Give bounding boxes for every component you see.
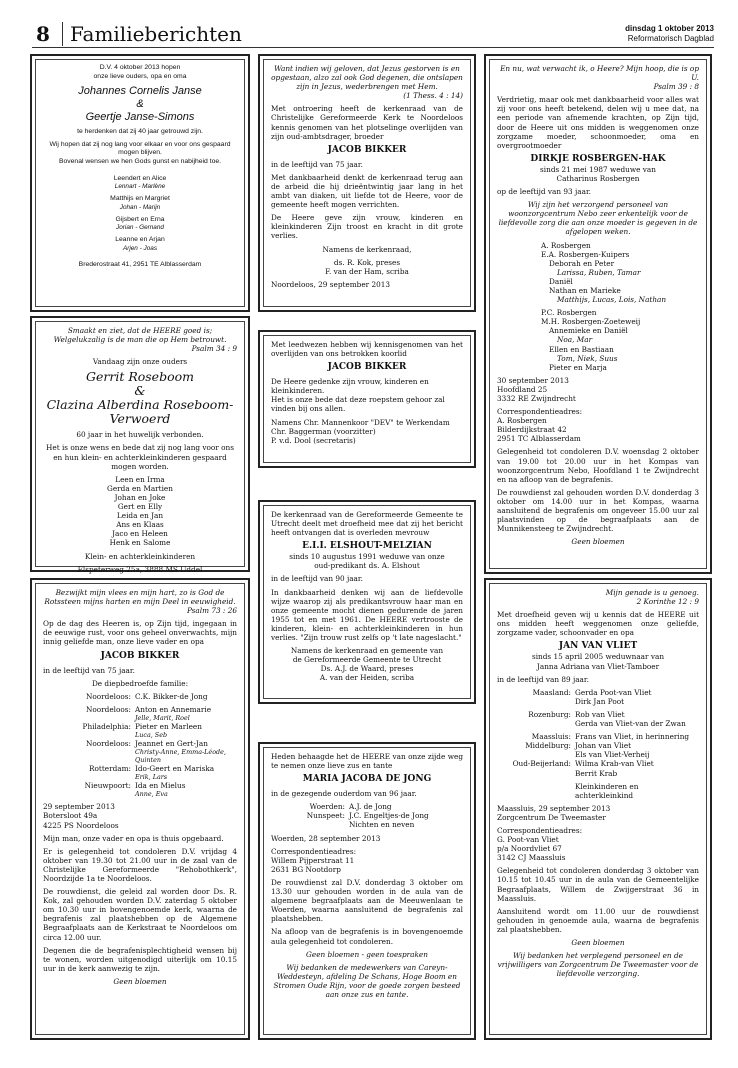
family-place (497, 782, 575, 800)
couple-husband: Johannes Cornelis Janse (78, 85, 202, 98)
family-member: Nathan en Marieke (549, 285, 621, 295)
intro-text: De kerkenraad van de Gereformeerde Gemeente te Utrecht deelt met droefheid mee dat zij het bericht heeft ontvangen dat is overleden mevrouw (271, 510, 463, 538)
condolence-text: Gelegenheid tot condoleren D.V. woensdag 2 oktober van 19.00 tot 20.00 uur in het Kompas van woonzorgcentrum Nebo, Hoofdland 1 te Zwijndrecht en na afloop van de begrafenis. (497, 447, 699, 484)
family-row (497, 741, 699, 759)
family-list (497, 241, 699, 372)
verse-reference: Psalm 73 : 26 (186, 606, 237, 616)
intro-line: Vandaag zijn onze ouders (92, 357, 188, 367)
bible-verse: Want indien wij geloven, dat Jezus gestorven is en opgestaan, alzo zal ook God degenen, die ontslapen zijn in Jezus, wederbrengen met Hem. (271, 64, 463, 92)
correspondence-line: 2951 TC Alblasserdam (497, 434, 581, 444)
family-place: Rozenburg: (528, 709, 571, 719)
deceased-name: DIRKJE ROSBERGEN-HAK (530, 153, 666, 164)
family-place (271, 820, 349, 829)
family-row (43, 692, 237, 701)
deceased-name: JACOB BIKKER (327, 362, 407, 373)
age-text: op de leeftijd van 93 jaar. (497, 187, 591, 197)
family-member: Jeannet en Gert-Jan (135, 739, 208, 749)
widow-line: sinds 21 mei 1987 weduwe van (540, 164, 656, 174)
child-couple: Leen en Irma (115, 474, 165, 484)
child-couple: Gerda en Martien (107, 483, 173, 493)
family-name: Leendert en Alice (113, 174, 167, 182)
signature-line: A. van der Heiden, scriba (319, 673, 415, 683)
family-kids: Matthijs, Lucas, Lois, Nathan (557, 295, 667, 305)
verse-reference: (1 Thess. 4 : 14) (403, 91, 463, 101)
flowers-note: Geen bloemen (571, 938, 625, 947)
correspondence-line: G. Poot-van Vliet (497, 835, 559, 845)
grandchildren: Kleinkinderen en (575, 781, 639, 791)
family-member: Pieter en Marleen (135, 721, 202, 731)
notice-text: In dankbaarheid denken wij aan de liefdevolle wijze waarop zij als predikantsvrouw haar man en onze gemeente mocht dienen gedurende de jaren 1955 tot en met 1961. De HEERE vertrooste de kinderen, klein- en achterkleinkinderen in hun verlies. "Zijn trouw rust zelfs op 't late nageslacht." (271, 587, 463, 643)
family-place: Philadelphia: (82, 721, 131, 731)
care-thanks: Wij zijn het verzorgend personeel van woonzorgcentrum Nebo zeer erkentelijk voor de liefdevolle zorg die aan onze moeder is gegeven in de afgelopen weken. (498, 200, 698, 237)
family-place: Maasland: (532, 687, 571, 697)
issue-date (625, 24, 714, 44)
family-kids: Erik, Lars (135, 773, 168, 782)
family-row (271, 820, 463, 829)
signature-line: Chr. Baggerman (voorzitter) (271, 426, 376, 436)
notice-text: Het is onze bede dat deze roepstem gehoor zal vinden bij ons allen. (271, 395, 445, 414)
family-member: Els van Vliet-Verheij (575, 750, 650, 760)
deceased-name: JACOB BIKKER (327, 144, 407, 155)
family-kids: Luca, Seb (135, 731, 168, 740)
family-kids: Jorian - Gernand (116, 224, 164, 232)
notice-text: Met dankbaarheid denkt de kerkenraad terug aan de arbeid die hij drieëntwintig jaar lang in het ambt van diaken, uit liefde tot de Heere, voor de gemeente heeft mogen verrichten. (271, 172, 463, 210)
family-kids: Christy-Anne, Emma-Léode, Quinten (135, 748, 226, 765)
child-couple: Gert en Elly (117, 502, 163, 512)
signature-line: de Gereformeerde Gemeente te Utrecht (292, 655, 442, 665)
correspondence-line: Correspondentieadres: (497, 407, 583, 417)
family-member: Gerda van Vliet-van der Zwan (575, 719, 686, 729)
family-row (43, 764, 237, 781)
service-text: Aansluitend wordt om 11.00 uur de rouwdienst gehouden in genoemde aula, waarna de begrafenis zal plaatshebben. (497, 906, 699, 934)
couple-husband: Gerrit Roseboom (86, 369, 194, 385)
notice-text: te herdenken dat zij 40 jaar getrouwd zijn. (77, 128, 203, 136)
family-member: Daniël (549, 276, 573, 286)
child-couple: Henk en Salome (109, 538, 171, 548)
grandchildren: Klein- en achterkleinkinderen (84, 551, 196, 561)
condolence-text: Na afloop van de begrafenis is in bovengenoemde aula gelegenheid tot condoleren. (271, 927, 463, 946)
ampersand: & (136, 98, 144, 111)
family-place: Noordeloos: (86, 704, 131, 714)
laid-out-text: Mijn man, onze vader en opa is thuis opgebaard. (43, 833, 224, 843)
condolence-text: Er is gelegenheid tot condoleren D.V. vrijdag 4 oktober van 19.30 tot 21.00 uur in de zaal van de Christelijke Gereformeerde "Rehobothkerk", Noordzijde 1a te Noordeloos. (43, 846, 237, 883)
obituary-elshout-melzian (258, 500, 476, 704)
intro-text: Op de dag des Heeren is, op Zijn tijd, ingegaan in de eeuwige rust, voor ons geheel onverwachts, mijn innig geliefde man, onze lieve vader en opa (43, 619, 237, 647)
intro-text: Met droefheid geven wij u kennis dat de HEERE uit ons midden heeft weggenomen onze geliefde, zorgzame vader, schoonvader en opa (497, 610, 699, 638)
family-member: Ido-Geert en Mariska (135, 764, 215, 774)
signature-line: P. v.d. Dool (secretaris) (271, 435, 356, 445)
couple-wife: Clazina Alberdina Roseboom-Verwoerd (46, 397, 234, 427)
intro-line: D.V. 4 oktober 2013 hopen (99, 64, 181, 71)
condolence-text: Gelegenheid tot condoleren donderdag 3 oktober van 10.15 tot 10.45 uur in de aula van de Gemeentelijke Begraafplaats, Willem de Zwijgerstraat 36 in Maassluis. (497, 866, 699, 903)
family-member: Ellen en Bastiaan (549, 344, 614, 354)
address: Elspeterweg 25a, 3888 MS Uddel (77, 564, 203, 574)
widow-line: sinds 10 augustus 1991 weduwe van onze (289, 552, 445, 562)
service-text: De rouwdienst zal D.V. donderdag 3 oktober om 13.30 uur gehouden worden in de aula van de algemene begraafplaats aan de Meeuwenlaan te Woerden, waarna aansluitend de begrafenis zal plaatshebben. (271, 877, 463, 924)
correspondence-line: 3142 CJ Maassluis (497, 853, 566, 863)
deceased-name: MARIA JACOBA DE JONG (302, 774, 432, 785)
family-row (497, 732, 699, 741)
family-member: Rob van Vliet (575, 709, 625, 719)
widower-line: Janna Adriana van Vliet-Tamboer (536, 661, 660, 671)
family-kids: Larissa, Ruben, Tamar (557, 267, 641, 277)
bible-verse: Bezwijkt mijn vlees en mijn hart, zo is God de Rotssteen mijns harten en mijn Deel in eeuwigheid. (44, 588, 236, 607)
thanks-note: Wij bedanken het verplegend personeel en de vrijwilligers van Zorgcentrum De Tweemaster voor de liefdevolle verzorging. (497, 951, 699, 979)
family-place: Woerden: (309, 802, 345, 812)
intro-text: Met ontroering heeft de kerkenraad van de Christelijke Gereformeerde Kerk te Noordeloos kennis genomen van het plotselinge overlijden van zijn oud-ambtsdrager, broeder (271, 104, 463, 141)
flowers-note: Geen bloemen - geen toespraken (306, 949, 428, 959)
child-couple: Ans en Klaas (116, 520, 164, 530)
grandchildren: achterkleinkind (575, 790, 634, 800)
family-row (271, 802, 463, 811)
family-kids: Noa, Mar (557, 335, 593, 345)
family-kids: Arjen - Joas (122, 244, 158, 252)
correspondence-line: Bilderdijkstraat 42 (497, 425, 567, 435)
section-title: Familieberichten (62, 22, 242, 46)
attendance-text: Degenen die de begrafenisplechtigheid wensen bij te wonen, worden uitgenodigd uiterlijk om 10.15 uur in de kerk aanwezig te zijn. (43, 945, 237, 973)
family-member: Berrit Krab (575, 768, 618, 778)
family-name: Leanne en Arjan (115, 236, 165, 244)
family-row (43, 781, 237, 798)
family-member: Deborah en Peter (549, 258, 615, 268)
family-member: Ida en Mielus (135, 781, 186, 791)
page-number: 8 (36, 22, 50, 46)
date-line: 30 september 2013 (497, 375, 569, 385)
age-text: in de leeftijd van 89 jaar. (497, 674, 589, 684)
date-text: dinsdag 1 oktober 2013 (625, 24, 714, 33)
date-line: 29 september 2013 (43, 802, 115, 812)
obituary-maria-jacoba-de-jong (258, 742, 476, 1040)
family-member: Gerda Poot-van Vliet (575, 687, 652, 697)
correspondence-line: Correspondentieadres: (497, 825, 583, 835)
family-place: Nunspeet: (306, 811, 345, 821)
obituary-rosbergen-hak (484, 54, 712, 574)
family-member: Dirk Jan Poot (575, 696, 625, 706)
notice-text: Bovenal wensen we hen Gods gunst en nabijheid toe. (58, 157, 222, 165)
verse-reference: Psalm 34 : 9 (191, 344, 237, 354)
family-kids: Jelle, Marit, Roel (135, 713, 190, 722)
deceased-name: JACOB BIKKER (100, 650, 180, 661)
notice-text: De Heere gedenke zijn vrouw, kinderen en kleinkinderen. (271, 377, 429, 396)
address-line: Hoofdland 25 (497, 384, 548, 394)
thanks-note: Wij bedanken de medewerkers van Careyn-Weddesteyn, afdeling De Schans, Hoge Boom en Stromen Oude Rijn, voor de goede zorgen besteed aan onze zus en tante. (273, 962, 461, 999)
correspondence-line: A. Rosbergen (497, 416, 547, 426)
family-kids: Johan - Marijn (119, 203, 161, 211)
family-place: Oud-Beijerland: (512, 759, 571, 769)
family-place: Maassluis: (531, 732, 571, 742)
child-couple: Johan en Joke (114, 492, 166, 502)
obituary-jan-van-vliet (484, 578, 712, 1040)
family-row (497, 710, 699, 728)
age-text: in de gezegende ouderdom van 96 jaar. (271, 789, 417, 799)
obituary-jacob-bikker-choir (258, 330, 476, 468)
notice-text: Het is onze wens en bede dat zij nog lang voor ons en hun klein- en achterkleinkinderen gespaard mogen worden. (46, 443, 234, 471)
deceased-name: JAN VAN VLIET (558, 641, 638, 652)
verse-reference: 2 Korinthe 12 : 9 (636, 597, 699, 607)
family-row (43, 739, 237, 764)
address-line: 4225 PS Noordeloos (43, 820, 119, 830)
family-name: Matthijs en Margriet (110, 195, 170, 203)
correspondence-line: p/a Noordvliet 67 (497, 844, 562, 854)
correspondence-line: Correspondentieadres: (271, 846, 357, 856)
family-row (497, 688, 699, 706)
age-text: in de leeftijd van 75 jaar. (271, 159, 363, 169)
address-line: 3332 RE Zwijndrecht (497, 394, 576, 403)
notice-text: De Heere geve zijn vrouw, kinderen en kleinkinderen Zijn troost en kracht in dit grote verlies. (271, 213, 463, 241)
family-row (497, 782, 699, 800)
family-row (497, 759, 699, 777)
age-text: in de leeftijd van 75 jaar. (43, 665, 135, 675)
family-member: Wilma Krab-van Vliet (575, 759, 654, 769)
family-member: A.J. de Jong (349, 802, 392, 812)
bible-verse: Smaakt en ziet, dat de HEERE goed is; Welgelukzalig is de man die op Hem betrouwt. (53, 326, 227, 345)
notice-text: Wij hopen dat zij nog lang voor elkaar en voor ons gespaard mogen blijven. (49, 140, 231, 157)
intro-line: onze lieve ouders, opa en oma (93, 72, 187, 80)
intro-text: Verdrietig, maar ook met dankbaarheid voor alles wat zij voor ons heeft betekend, delen wij u mee dat, na een periode van afnemende krachten, op Zijn tijd, door de Heere uit ons midden is weggenomen onze zorgzame moeder, schoonmoeder, oma en overgrootmoeder (497, 95, 699, 150)
family-member: Johan van Vliet (575, 741, 632, 751)
obituary-jacob-bikker-church (258, 54, 476, 312)
family-member: E.A. Rosbergen-Kuipers (541, 249, 630, 259)
flowers-note: Geen bloemen (571, 537, 625, 547)
verse-reference: Psalm 39 : 8 (653, 82, 699, 92)
family-member: P.C. Rosbergen (541, 308, 597, 318)
child-couple: Leida en Jan (116, 511, 164, 521)
family-member: M.H. Rosbergen-Zoeteweij (541, 317, 641, 327)
date-line: Maassluis, 29 september 2013 (497, 803, 611, 813)
anniversary-notice-janse (30, 54, 250, 312)
signature-line: Namens de kerkenraad en gemeente van (290, 646, 444, 656)
notice-text: 60 jaar in het huwelijk verbonden. (76, 430, 204, 440)
family-place: Rotterdam: (89, 764, 131, 774)
signature-line: Ds. A.J. de Waard, preses (320, 664, 414, 674)
family-kids: Lennart - Marlène (114, 183, 166, 191)
family-heading: De diepbedroefde familie: (91, 678, 189, 688)
widow-line: Catharinus Rosbergen (556, 173, 640, 183)
signature-line: F. van der Ham, scriba (325, 266, 409, 276)
child-couple: Jaco en Heleen (112, 529, 168, 539)
family-name: Gijsbert en Erna (115, 215, 165, 223)
family-row (43, 722, 237, 739)
family-row (271, 811, 463, 820)
intro-text: Met leedwezen hebben wij kennisgenomen van het overlijden van ons betrokken koorlid (271, 340, 463, 359)
family-member: Frans van Vliet, in herinnering (575, 732, 690, 742)
family-place: Noordeloos: (86, 739, 131, 749)
correspondence-line: 2631 BG Nootdorp (271, 864, 341, 874)
correspondence-line: Willem Pijperstraat 11 (271, 855, 355, 865)
address: Brederostraat 41, 2951 TE Alblasserdam (78, 260, 202, 268)
widow-line: oud-predikant ds. A. Elshout (314, 561, 420, 571)
family-kids: Anne, Eva (135, 790, 168, 799)
newspaper-name: Reformatorisch Dagblad (627, 34, 714, 43)
intro-text: Heden behaagde het de HEERE van onze zijde weg te nemen onze lieve zus en tante (271, 752, 463, 771)
signature-head: Namens de kerkenraad, (322, 244, 412, 254)
anniversary-notice-roseboom (30, 316, 250, 572)
obituary-jacob-bikker-family (30, 578, 250, 1040)
signature-line: ds. R. Kok, preses (333, 257, 401, 267)
signature-line: Namens Chr. Mannenkoor "DEV" te Werkendam (271, 417, 450, 427)
bible-verse: Mijn genade is u genoeg. (605, 588, 699, 597)
family-member: Nichten en neven (349, 820, 415, 830)
family-member: C.K. Bikker-de Jong (135, 691, 208, 701)
service-text: De rouwdienst, die geleid zal worden door Ds. R. Kok, zal gehouden worden D.V. zaterdag 5 oktober om 10.30 uur in bovengenoemde kerk, waarna de begrafenis zal plaatshebben op de Algemene Begraafplaats aan de Kerkstraat te Noordeloos om circa 12.00 uur. (43, 887, 237, 942)
place-date: Woerden, 28 september 2013 (271, 833, 381, 843)
family-member: Anton en Annemarie (135, 704, 212, 714)
place-date: Noordeloos, 29 september 2013 (271, 279, 391, 289)
ampersand: & (134, 383, 146, 399)
family-row (43, 705, 237, 722)
family-kids: Tom, Niek, Suus (557, 353, 618, 363)
family-member: J.C. Engeltjes-de Jong (349, 811, 429, 821)
address-line: Zorgcentrum De Tweemaster (497, 812, 606, 822)
family-member: A. Rosbergen (541, 240, 591, 250)
page-header (32, 22, 714, 48)
age-text: in de leeftijd van 90 jaar. (271, 574, 363, 584)
deceased-name: E.I.I. ELSHOUT-MELZIAN (302, 541, 432, 552)
family-place: Nieuwpoort: (84, 781, 131, 791)
flowers-note: Geen bloemen (113, 976, 167, 986)
family-member: Annemieke en Daniël (549, 326, 628, 336)
bible-verse: En nu, wat verwacht ik, o Heere? Mijn hoop, die is op U. (500, 64, 699, 83)
widower-line: sinds 15 april 2005 weduwnaar van (531, 652, 665, 662)
couple-wife: Geertje Janse-Simons (85, 111, 195, 124)
family-place: Middelburg: (525, 741, 571, 751)
address-line: Botersloot 49a (43, 811, 98, 821)
family-place: Noordeloos: (86, 691, 131, 701)
family-member: Pieter en Marja (549, 362, 607, 372)
service-text: De rouwdienst zal gehouden worden D.V. donderdag 3 oktober om 14.00 uur in het Kompas, waarna aansluitend de begrafenis om ongeveer 15.00 uur zal plaatsvinden op de begraafplaats aan de Munnikensteeg te Zwijndrecht. (497, 487, 699, 534)
